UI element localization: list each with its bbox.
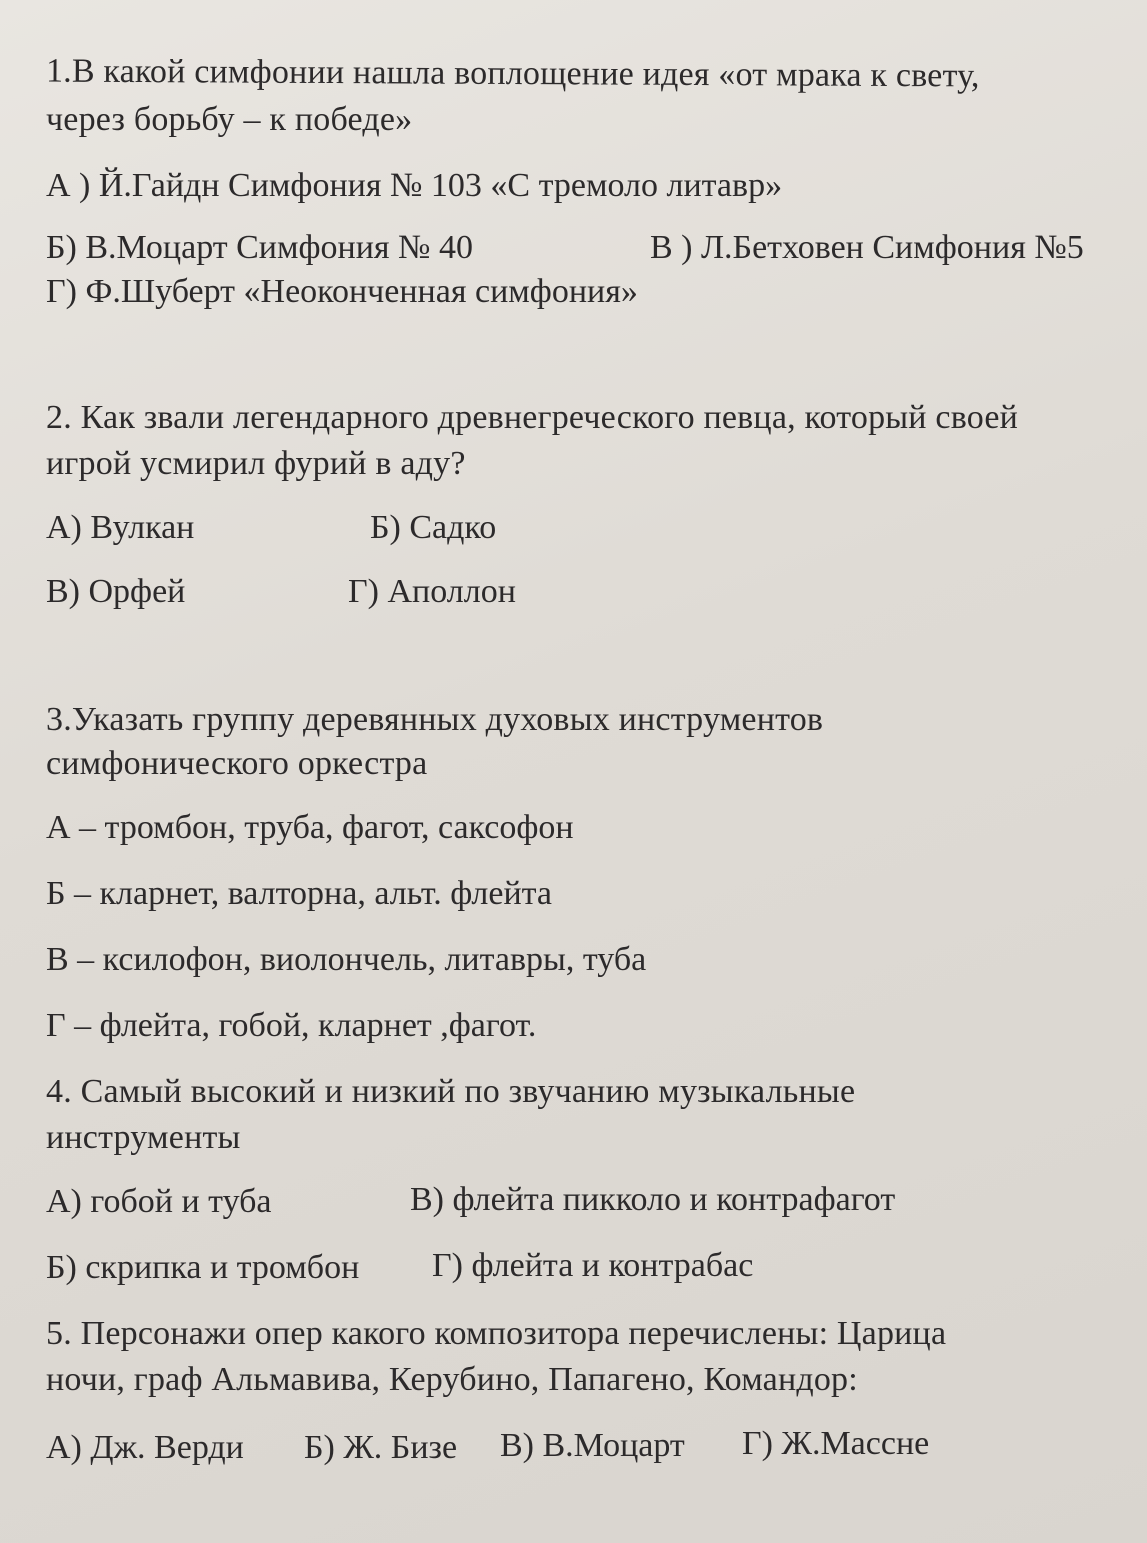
- question-4-option-g[interactable]: Г) флейта и контрабас: [432, 1247, 754, 1284]
- question-2-line-2: игрой усмирил фурий в аду?: [46, 445, 466, 482]
- question-1-line-2: через борьбу – к победе»: [46, 101, 413, 138]
- question-1-option-v[interactable]: В ) Л.Бетховен Симфония №5: [650, 229, 1084, 266]
- question-5-option-b[interactable]: Б) Ж. Бизе: [304, 1429, 458, 1466]
- question-1-option-b[interactable]: Б) В.Моцарт Симфония № 40: [46, 229, 473, 266]
- question-4-option-b[interactable]: Б) скрипка и тромбон: [46, 1249, 360, 1286]
- question-5-option-v[interactable]: В) В.Моцарт: [500, 1427, 685, 1464]
- question-2-option-b[interactable]: Б) Садко: [370, 509, 497, 546]
- question-5-line-1: 5. Персонажи опер какого композитора перечислены: Царица: [46, 1315, 947, 1352]
- question-4-line-1: 4. Самый высокий и низкий по звучанию музыкальные: [46, 1073, 856, 1110]
- question-4-option-v[interactable]: В) флейта пикколо и контрафагот: [410, 1181, 896, 1218]
- question-3-option-v[interactable]: В – ксилофон, виолончель, литавры, туба: [46, 941, 647, 978]
- question-5-option-a[interactable]: А) Дж. Верди: [46, 1429, 244, 1466]
- question-1-option-a[interactable]: А ) Й.Гайдн Симфония № 103 «С тремоло литавр»: [46, 167, 783, 204]
- question-1-option-g[interactable]: Г) Ф.Шуберт «Неоконченная симфония»: [46, 273, 638, 310]
- question-5-option-g[interactable]: Г) Ж.Массне: [742, 1425, 930, 1462]
- question-1-line-1: 1.В какой симфонии нашла воплощение идея «от мрака к свету,: [45, 52, 980, 95]
- question-3-option-a[interactable]: А – тромбон, труба, фагот, саксофон: [46, 809, 574, 846]
- question-3-option-g[interactable]: Г – флейта, гобой, кларнет ,фагот.: [46, 1007, 537, 1044]
- question-4-line-2: инструменты: [46, 1119, 241, 1156]
- question-3-line-1: 3.Указать группу деревянных духовых инструментов: [46, 701, 824, 738]
- question-2-option-g[interactable]: Г) Аполлон: [348, 573, 516, 610]
- question-2-line-1: 2. Как звали легендарного древнегреческого певца, который своей: [46, 399, 1019, 436]
- question-4-option-a[interactable]: А) гобой и туба: [46, 1183, 272, 1220]
- question-2-option-v[interactable]: В) Орфей: [46, 573, 186, 610]
- question-3-line-2: симфонического оркестра: [46, 745, 428, 782]
- question-5-line-2: ночи, граф Альмавива, Керубино, Папагено, Командор:: [46, 1361, 858, 1398]
- question-2-option-a[interactable]: А) Вулкан: [46, 509, 195, 546]
- question-3-option-b[interactable]: Б – кларнет, валторна, альт. флейта: [46, 875, 553, 912]
